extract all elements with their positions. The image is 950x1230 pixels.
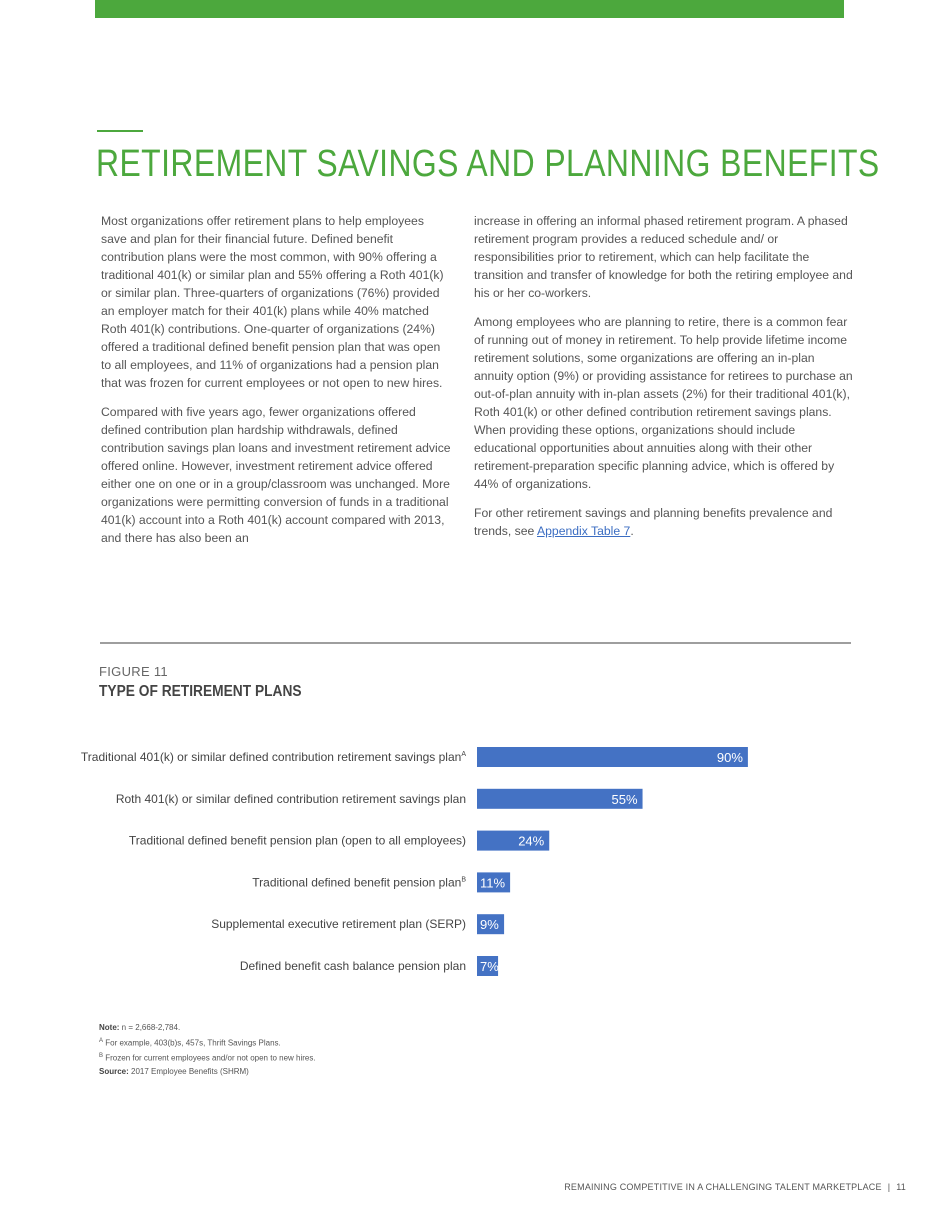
bar-category-label: Traditional defined benefit pension plan (open to all employees) (128, 833, 466, 848)
body-paragraph: Compared with five years ago, fewer organizations offered defined contribution plan hardship withdrawals, defined contribution savings plan loans and investment retirement advice offered online. However, investment retirement advice offered either one on one or in a group/classroom was unchanged. More organizations were permitting conversion of funds in a traditional 401(k) account into a Roth 401(k) account compared with 2013, and there has also been an (101, 405, 451, 545)
body-paragraph: Among employees who are planning to retire, there is a common fear of running out of money in retirement. To help provide lifetime income retirement solutions, some organizations are offering an in-plan annuity option (9%) or providing assistance for retirees to purchase an out-of-plan annuity with in-plan assets (2%) for their traditional 401(k), Roth 401(k) or other defined contribution retirement savings plans. When providing these options, organizations should include educational opportunities about annuities along with their other retirement-preparation specific planning advice, which is offered by 44% of organizations. (474, 315, 853, 491)
bar-category-label: Defined benefit cash balance pension plan (239, 959, 466, 973)
page-number: 11 (896, 1182, 906, 1192)
figure-divider (100, 642, 851, 644)
bar-category-label: Traditional defined benefit pension plan$^B$ (252, 875, 466, 890)
final-paragraph-end: . (630, 524, 634, 538)
title-accent-rule (97, 130, 143, 132)
footer-title: REMAINING COMPETITIVE IN A CHALLENGING TALENT MARKETPLACE (564, 1182, 882, 1192)
body-paragraph-final (474, 504, 854, 540)
bar-value-label: 55% (611, 791, 638, 807)
note-line: Note: n = 2,668-2,784. (99, 1023, 181, 1032)
bar-category-label: Roth 401(k) or similar defined contribution retirement savings plan (115, 791, 466, 806)
body-column-left (101, 212, 451, 558)
retirement-plans-bar-chart (0, 730, 950, 1000)
bar-1 (477, 747, 748, 767)
footer-separator: | (887, 1182, 891, 1192)
bar-value-label: 24% (518, 833, 545, 849)
source-line: Source: 2017 Employee Benefits (SHRM) (99, 1066, 249, 1076)
final-paragraph-text: For other retirement savings and planning benefits prevalence and trends, see (474, 506, 833, 538)
bar-category-label: Traditional 401(k) or similar defined contribution retirement savings plan$^A$ (80, 750, 466, 764)
bar-value-label: 9% (480, 917, 499, 933)
figure-label: FIGURE 11 (99, 664, 168, 679)
page-title: RETIREMENT SAVINGS AND PLANNING BENEFITS (96, 143, 880, 185)
figure-title: TYPE OF RETIREMENT PLANS (99, 683, 302, 700)
body-paragraph: Most organizations offer retirement plans to help employees save and plan for their financial future. Defined benefit contribution plans were the most common, with 90% offering a traditional 401(k) or similar plan and 55% offering a Roth 401(k) or similar plan. Three-quarters of organizations (76%) provided an employer match for their 401(k) plans while 40% matched Roth 401(k) contributions. One-quarter of organizations (24%) offered a traditional defined benefit pension plan that was open to all employees, and 11% of organizations had a pension plan that was frozen for current employees or not open to new hires. (101, 214, 444, 390)
appendix-table-link[interactable]: Appendix Table 7 (537, 524, 631, 538)
body-column-right (474, 212, 854, 551)
top-accent-bar (95, 0, 844, 18)
bar-value-label: 90% (716, 750, 743, 765)
bar-value-label: 11% (480, 875, 506, 891)
bar-value-label: 7% (480, 959, 499, 974)
footnote-a: $^A$ For example, 403(b)s, 457s, Thrift Savings Plans. (99, 1037, 281, 1048)
figure-notes (99, 1021, 316, 1078)
footnote-b: $^B$ Frozen for current employees and/or not open to new hires. (99, 1052, 316, 1063)
bar-category-label: Supplemental executive retirement plan (SERP) (211, 917, 466, 932)
body-paragraph: increase in offering an informal phased retirement program. A phased retirement program provides a reduced schedule and/ or responsibilities prior to retirement, which can help facilitate the transition and transfer of knowledge for both the retiring employee and his or her co-workers. (474, 214, 853, 300)
page-footer (564, 1182, 906, 1192)
